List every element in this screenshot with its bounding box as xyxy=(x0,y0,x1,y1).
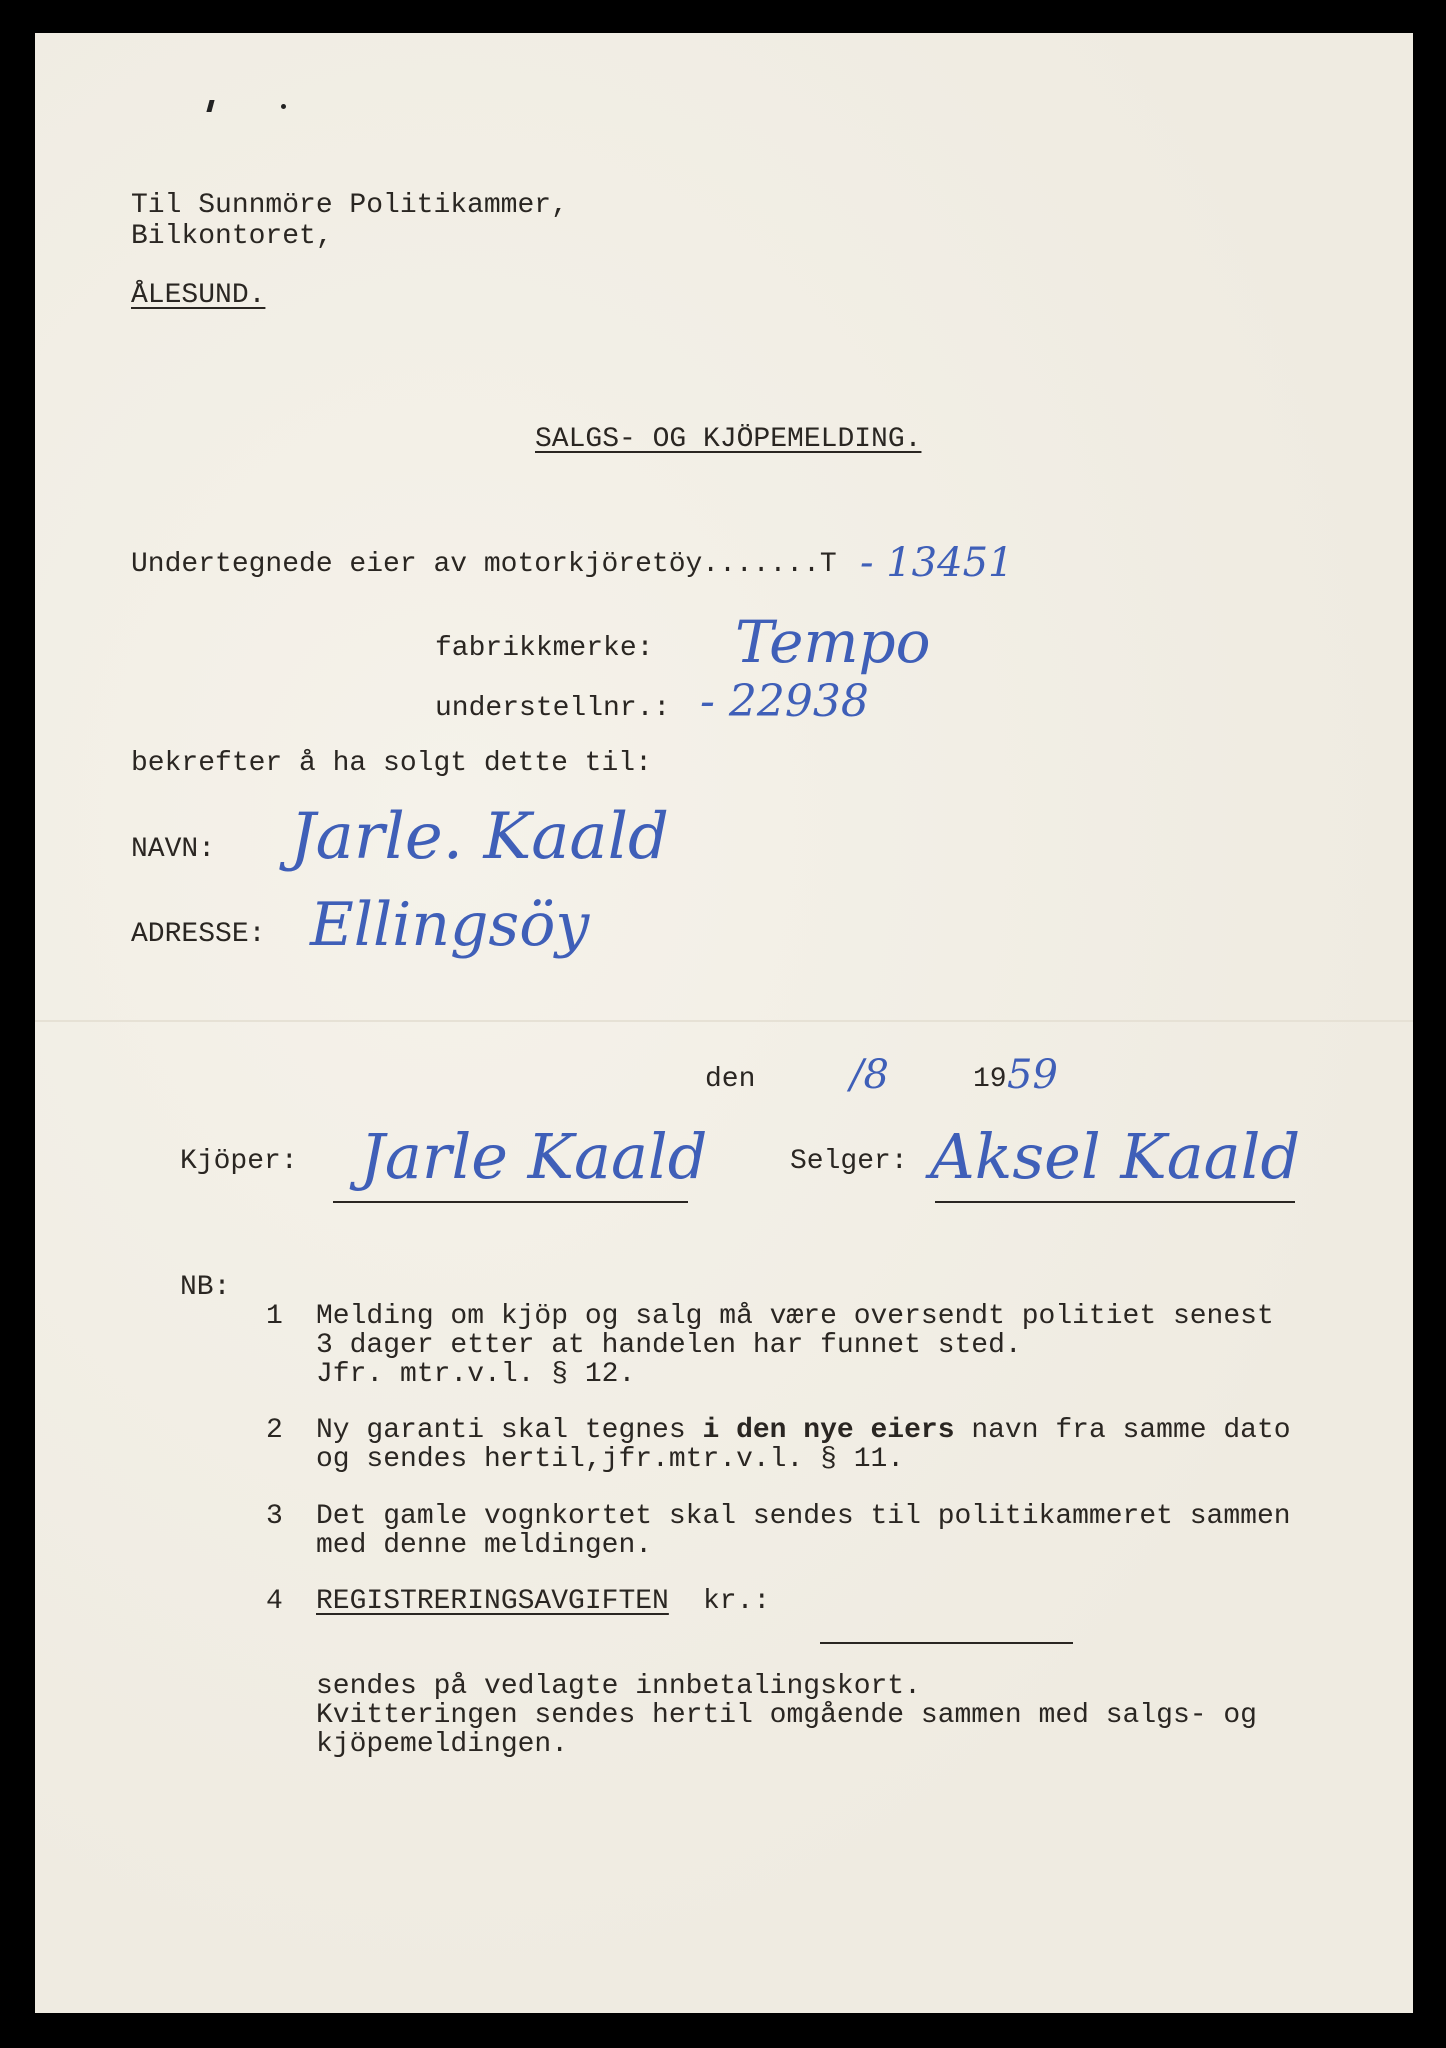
fee-amount-line xyxy=(820,1642,1073,1644)
note-number: 2 xyxy=(266,1415,283,1446)
registration-fee-label: REGISTRERINGSAVGIFTEN xyxy=(316,1586,669,1617)
note-number: 1 xyxy=(266,1301,283,1332)
chassis-value: - 22938 xyxy=(700,676,869,727)
registration-number: - 13451 xyxy=(860,540,1014,586)
note-3-line-2: med denne meldingen. xyxy=(316,1530,653,1561)
notes-heading: NB: xyxy=(180,1272,231,1303)
date-year-suffix: 59 xyxy=(1007,1052,1058,1098)
fold-line xyxy=(35,1020,1413,1022)
note-2-text: Ny garanti skal tegnes xyxy=(316,1415,703,1446)
vehicle-label: Undertegnede eier av motorkjöretöy.......T xyxy=(131,549,837,580)
currency-label: kr.: xyxy=(703,1586,771,1617)
recipient-city: ÅLESUND. xyxy=(131,280,266,311)
note-2-text: navn fra samme dato xyxy=(954,1415,1291,1446)
address-value: Ellingsöy xyxy=(310,890,590,960)
make-value: Tempo xyxy=(735,608,931,676)
note-2-line-2: og sendes hertil,jfr.mtr.v.l. § 11. xyxy=(316,1444,905,1475)
buyer-signature: Jarle Kaald xyxy=(360,1120,708,1193)
note-1-line-2: 3 dager etter at handelen har funnet sted. xyxy=(316,1330,1022,1361)
chassis-label: understellnr.: xyxy=(435,693,671,724)
page-title: SALGS- OG KJÖPEMELDING. xyxy=(535,424,922,455)
name-value: Jarle. Kaald xyxy=(290,800,669,874)
footer-line-3: kjöpemeldingen. xyxy=(316,1729,569,1760)
make-label: fabrikkmerke: xyxy=(435,633,654,664)
note-1-line-3: Jfr. mtr.v.l. § 12. xyxy=(316,1359,636,1390)
seller-signature: Aksel Kaald xyxy=(930,1120,1301,1193)
note-3-line-1: Det gamle vognkortet skal sendes til politikammeret sammen xyxy=(316,1501,1291,1532)
recipient-line-1: Til Sunnmöre Politikammer, xyxy=(131,190,568,221)
note-2-bold-text: i den nye eiers xyxy=(702,1415,955,1446)
note-number: 4 xyxy=(266,1586,283,1617)
seller-label: Selger: xyxy=(790,1146,908,1177)
address-label: ADRESSE: xyxy=(131,919,266,950)
date-label: den xyxy=(705,1064,756,1095)
buyer-label: Kjöper: xyxy=(180,1146,298,1177)
footer-line-2: Kvitteringen sendes hertil omgående sammen med salgs- og xyxy=(316,1700,1257,1731)
date-year-prefix: 19 xyxy=(973,1064,1007,1095)
seller-signature-line xyxy=(935,1201,1295,1203)
ink-mark xyxy=(281,104,286,109)
note-2-line-1 xyxy=(316,1416,1291,1445)
note-number: 3 xyxy=(266,1501,283,1532)
confirm-text: bekrefter å ha solgt dette til: xyxy=(131,748,652,779)
name-label: NAVN: xyxy=(131,834,216,865)
note-1-line-1: Melding om kjöp og salg må være oversendt politiet senest xyxy=(316,1301,1274,1332)
buyer-signature-line xyxy=(333,1201,688,1203)
date-day-month: /8 xyxy=(850,1052,889,1098)
footer-line-1: sendes på vedlagte innbetalingskort. xyxy=(316,1671,921,1702)
recipient-line-2: Bilkontoret, xyxy=(131,221,333,252)
